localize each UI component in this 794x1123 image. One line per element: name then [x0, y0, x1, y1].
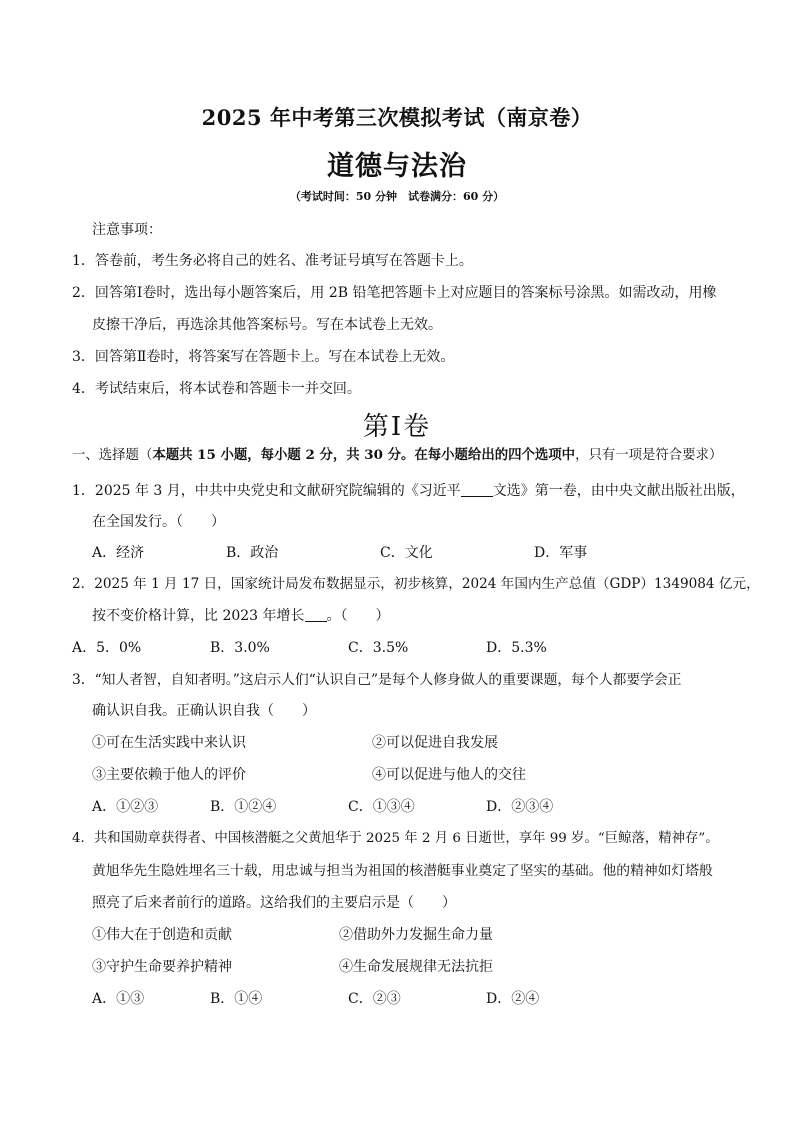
question-3-option-d: D．②③④ [486, 799, 554, 815]
notice-heading: 注意事项： [92, 222, 162, 238]
subject-title: 道德与法治 [327, 151, 467, 182]
question-3-stem: 确认识自我。正确认识自我（ ） [92, 703, 316, 719]
question-3-option-b: B．①②④ [210, 799, 277, 815]
question-4-statement: ③守护生命要养护精神 [92, 959, 232, 975]
notice-item: 2．回答第Ⅰ卷时，选出每小题答案后，用 2B 铅笔把答题卡上对应题目的答案标号涂黑。如需改动，用橡 [72, 285, 717, 301]
question-1-option-d: D．军事 [534, 545, 588, 561]
question-4-statement: ①伟大在于创造和贡献 [92, 927, 232, 943]
question-4-option-c: C．②③ [348, 991, 401, 1007]
question-1-option-b: B．政治 [226, 545, 279, 561]
question-4-option-d: D．②④ [486, 991, 540, 1007]
question-4-statement: ④生命发展规律无法抗拒 [339, 959, 493, 975]
question-4-option-a: A．①③ [92, 991, 145, 1007]
exam-title: 2025 年中考第三次模拟考试（南京卷） [201, 105, 593, 130]
notice-item: 皮擦干净后，再选涂其他答案标号。写在本试卷上无效。 [92, 317, 442, 333]
question-1-stem: 1．2025 年 3 月，中共中央党史和文献研究院编辑的《习近平 文选》第一卷，由中央文献出版社出版， [72, 483, 745, 499]
question-1-stem: 在全国发行。（ ） [92, 514, 225, 530]
notice-item: 3．回答第Ⅱ卷时，将答案写在答题卡上。写在本试卷上无效。 [72, 349, 455, 365]
question-3-statement: ①可在生活实践中来认识 [92, 735, 246, 751]
question-2-option-b: B．3.0% [210, 640, 270, 656]
question-2-stem: 按不变价格计算，比 2023 年增长 。（ ） [92, 608, 390, 624]
question-4-statement: ②借助外力发掘生命力量 [339, 927, 493, 943]
question-3-option-c: C．①③④ [348, 799, 415, 815]
notice-item: 4．考试结束后，将本试卷和答题卡一并交回。 [72, 381, 361, 397]
question-4-stem: 4．共和国勋章获得者、中国核潜艇之父黄旭华于 2025 年 2 月 6 日逝世，享年 99 岁。“巨鲸落，精神存”。 [72, 831, 719, 846]
exam-timing: （考试时间：50 分钟 试卷满分：60 分） [289, 190, 505, 203]
section-title: 第Ⅰ卷 [362, 412, 432, 442]
notice-item: 1．答卷前，考生务必将自己的姓名、准考证号填写在答题卡上。 [72, 253, 473, 269]
question-2-option-a: A．5．0% [72, 640, 142, 656]
question-3-statement: ④可以促进与他人的交往 [372, 767, 526, 783]
question-4-option-b: B．①④ [210, 991, 263, 1007]
question-4-stem: 照亮了后来者前行的道路。这给我们的主要启示是（ ） [92, 895, 456, 911]
question-1-option-a: A．经济 [92, 545, 145, 561]
answer-blank [305, 607, 327, 622]
question-2-option-d: D．5.3% [486, 640, 547, 656]
question-3-stem: 3．“知人者智，自知者明。”这启示人们“认识自己”是每个人修身做人的重要课题，每个人都要学会正 [72, 672, 682, 688]
section-instructions: 一、选择题（本题共 15 小题，每小题 2 分，共 30 分。在每小题给出的四个选项中，只有一项是符合要求） [72, 447, 723, 463]
question-1-option-c: C．文化 [380, 545, 433, 561]
question-3-statement: ②可以促进自我发展 [372, 735, 498, 751]
question-3-option-a: A．①②③ [92, 799, 159, 815]
question-3-statement: ③主要依赖于他人的评价 [92, 767, 246, 783]
answer-blank [461, 482, 493, 497]
question-2-stem: 2．2025 年 1 月 17 日，国家统计局发布数据显示，初步核算，2024 年国内生产总值（GDP）1349084 亿元， [72, 576, 760, 592]
question-4-stem: 黄旭华先生隐姓埋名三十载，用忠诚与担当为祖国的核潜艇事业奠定了坚实的基础。他的精神如灯塔般 [92, 863, 713, 879]
question-2-option-c: C．3.5% [348, 640, 409, 656]
